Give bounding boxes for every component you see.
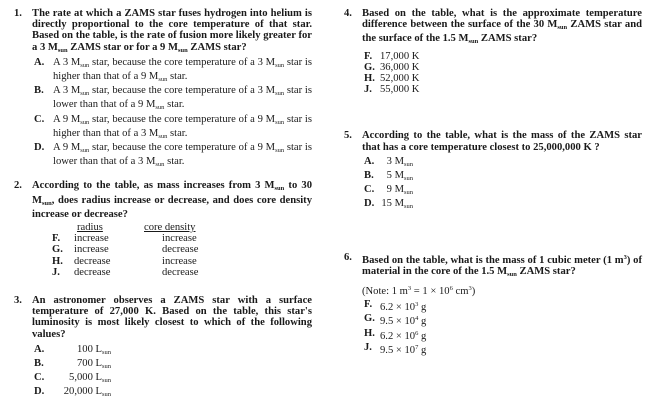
question-number: 1. <box>14 8 22 19</box>
answer-table-header <box>74 222 312 233</box>
answer-option[interactable]: D. 20,000 $L_{sun}$ <box>34 386 112 399</box>
question-text: According to the table, as mass increases from 3 $M_{sun}$ to 30 $M_{sun}$, does radius increase or decrease, and does core density increase or decrease? <box>32 180 312 220</box>
question-5 <box>342 130 642 212</box>
answer-option[interactable]: F. $6.2 \times 10^3$ g <box>364 299 427 314</box>
question-number: 2. <box>14 180 22 192</box>
right-column <box>342 8 642 356</box>
question-text: The rate at which a ZAMS star fuses hydrogen into helium is directly proportional to the core temperature of that star. Based on the table, is the rate of fusion more likely greater for a 3 $M_{sun}$ ZAMS star or for a 9 $M_{sun}$ ZAMS star? <box>32 8 312 54</box>
answer-option[interactable]: D. 15 $M_{sun}$ <box>364 198 414 211</box>
answer-option[interactable]: F. increase increase <box>52 233 197 245</box>
answer-option[interactable]: A. 3 $M_{sun}$ <box>364 155 414 168</box>
answer-option[interactable]: B. 5 $M_{sun}$ <box>364 170 414 183</box>
answer-option[interactable]: C. 9 $M_{sun}$ <box>364 184 414 197</box>
answer-option[interactable]: F. 17,000 K <box>364 50 420 62</box>
question-text: Based on the table, what is the mass of 1 cubic meter (1 $m^3$) of material in the core of the 1.5 $M_{sun}$ ZAMS star? <box>362 253 642 278</box>
answer-options <box>362 156 642 213</box>
answer-options <box>32 344 312 401</box>
question-text: An astronomer observes a ZAMS star with a surface temperature of 27,000 K. Based on the table, this star's luminosity is most likely closest to which of the following values? <box>32 295 312 340</box>
question-number: 3. <box>14 295 22 307</box>
answer-options <box>362 51 642 96</box>
question-note: (Note: 1 $m^3 = 1 \times 10^6$ $cm^3$) <box>362 285 476 298</box>
question-number: 5. <box>344 130 352 142</box>
answer-options <box>362 299 642 356</box>
question-number: 4. <box>344 8 352 19</box>
answer-option[interactable]: B. A 3 $M_{sun}$ star, because the core temperature of a 3 $M_{sun}$ star is lower than that of a 9 $M_{sun}$ star. <box>34 85 312 112</box>
answer-option[interactable]: G. 36,000 K <box>364 61 420 73</box>
left-column <box>12 8 312 401</box>
column-header-core-density: core density <box>144 222 196 234</box>
answer-option[interactable]: J. $9.5 \times 10^7$ g <box>364 341 427 356</box>
answer-option[interactable]: B. 700 $L_{sun}$ <box>34 358 112 371</box>
question-1 <box>12 8 312 170</box>
question-2 <box>12 180 312 278</box>
answer-table <box>52 222 312 278</box>
answer-option[interactable]: H. 52,000 K <box>364 73 420 85</box>
answer-option[interactable]: H. decrease increase <box>52 255 197 267</box>
question-3 <box>12 295 312 401</box>
answer-option[interactable]: G. increase decrease <box>52 244 199 256</box>
question-number: 6. <box>344 251 352 263</box>
answer-option[interactable]: G. $9.5 \times 10^4$ g <box>364 313 427 328</box>
answer-option[interactable]: C. 5,000 $L_{sun}$ <box>34 372 112 385</box>
answer-option[interactable]: A. 100 $L_{sun}$ <box>34 343 112 356</box>
answer-options <box>32 57 312 171</box>
question-text: Based on the table, what is the approximate temperature difference between the surface of the 30 $M_{sun}$ ZAMS star and the surface of the 1.5 $M_{sun}$ ZAMS star? <box>362 8 642 46</box>
column-header-radius: radius <box>77 222 103 234</box>
question-text: According to the table, what is the mass of the ZAMS star that has a core temperature closest to 25,000,000 K ? <box>362 130 642 153</box>
answer-option[interactable]: J. decrease decrease <box>52 266 199 278</box>
answer-option[interactable]: C. A 9 $M_{sun}$ star, because the core temperature of a 9 $M_{sun}$ star is higher than that of a 3 $M_{sun}$ star. <box>34 113 312 140</box>
answer-option[interactable]: H. $6.2 \times 10^6$ g <box>364 327 427 342</box>
answer-option[interactable]: J. 55,000 K <box>364 84 420 96</box>
question-6 <box>342 252 642 356</box>
answer-option[interactable]: A. A 3 $M_{sun}$ star, because the core temperature of a 3 $M_{sun}$ star is higher than that of a 9 $M_{sun}$ star. <box>34 56 312 84</box>
answer-option[interactable]: D. A 9 $M_{sun}$ star, because the core temperature of a 9 $M_{sun}$ star is lower than that of a 3 $M_{sun}$ star. <box>34 142 312 169</box>
question-4 <box>342 8 642 95</box>
